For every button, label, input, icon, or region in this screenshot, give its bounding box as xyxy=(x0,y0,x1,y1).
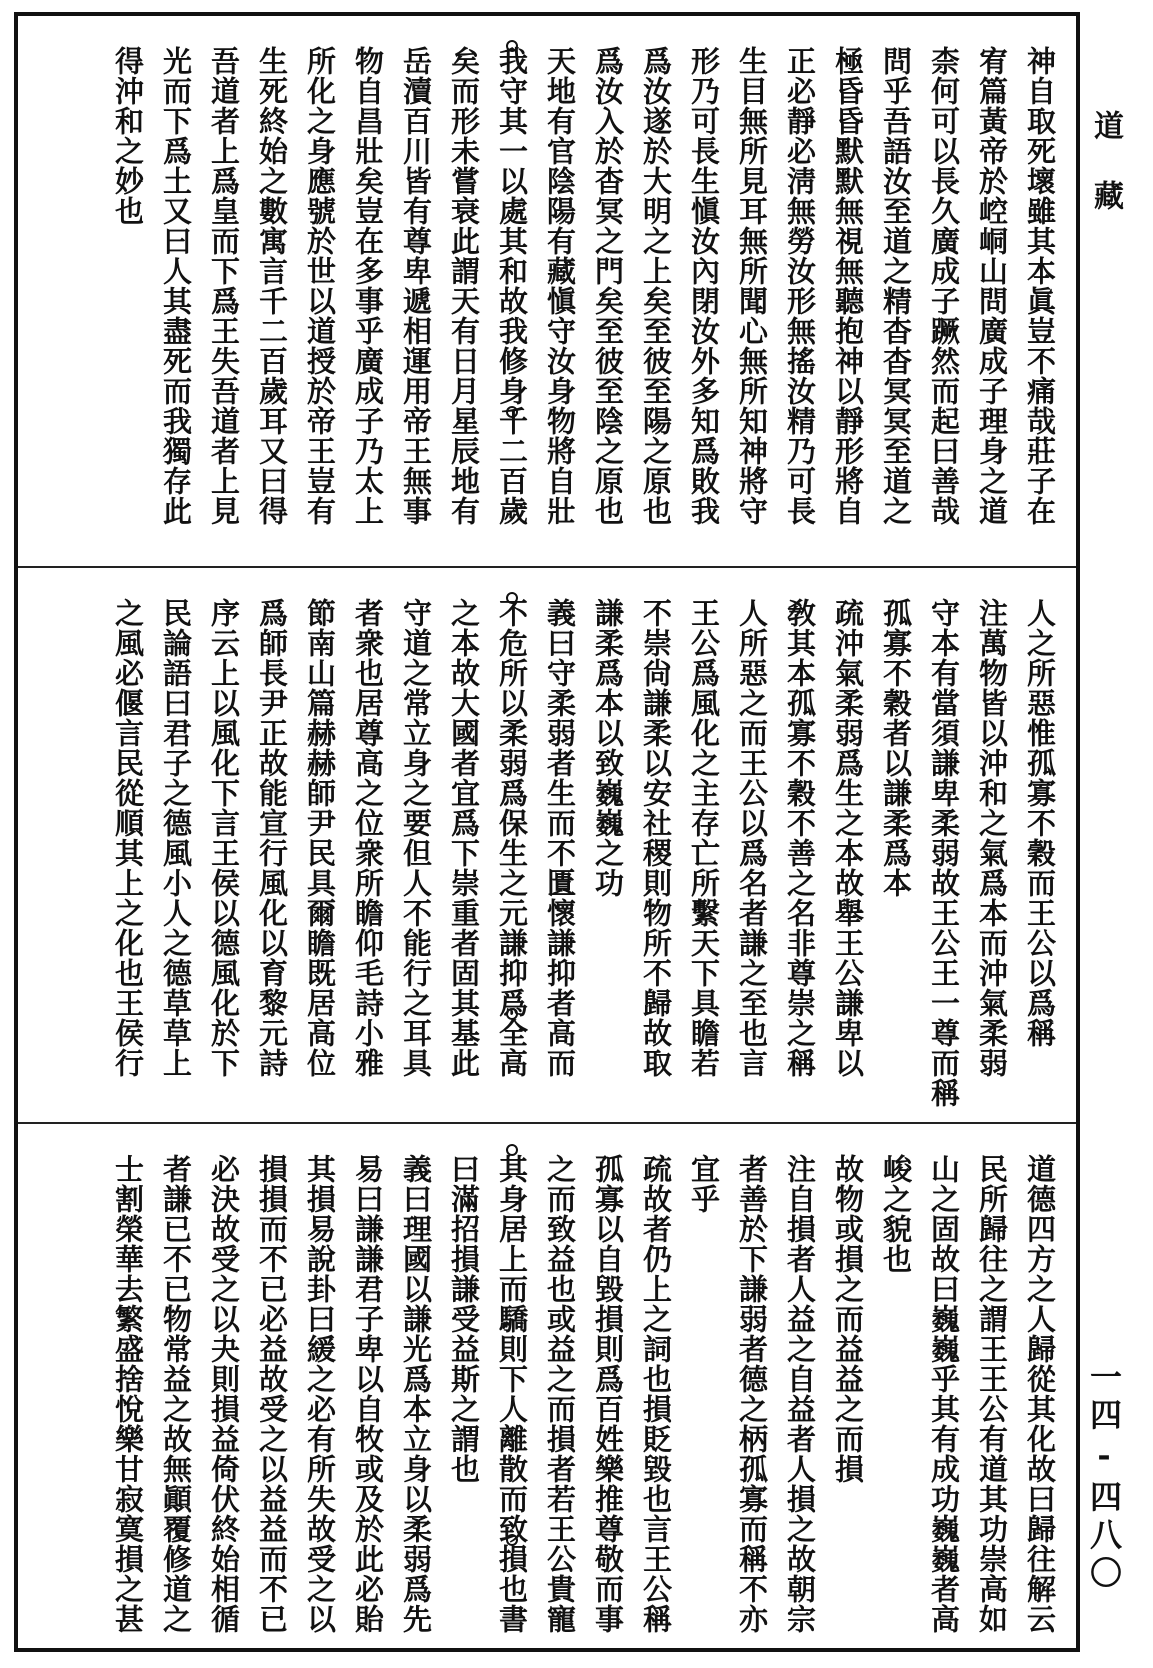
text-column: 所化之身應號於世以道授於帝王豈有 xyxy=(303,46,337,526)
text-column: 孤寡不穀者以謙柔爲本 xyxy=(879,598,913,898)
text-column: 不崇尙謙柔以安社稷則物所不歸故取 xyxy=(639,598,673,1078)
text-column: 物自昌壯矣豈在多事乎廣成子乃太上 xyxy=(351,46,385,526)
punctuation-circle-mark xyxy=(506,1534,518,1546)
text-column: 峻之貌也 xyxy=(879,1154,913,1274)
punctuation-circle-mark xyxy=(506,1008,518,1020)
text-column: 其身居上而驕則下人離散而致損也書 xyxy=(495,1154,529,1634)
text-column: 爲汝入於杳冥之門矣至彼至陰之原也 xyxy=(591,46,625,526)
text-column: 光而下爲土又曰人其盡死而我獨存此 xyxy=(159,46,193,526)
text-column: 形乃可長生愼汝內閉汝外多知爲敗我 xyxy=(687,46,721,526)
text-column: 王公爲風化之主存亡所繫天下具瞻若 xyxy=(687,598,721,1078)
text-column: 山之固故曰巍巍乎其有成功巍巍者高 xyxy=(927,1154,961,1634)
text-column: 其損易說卦曰緩之必有所失故受之以 xyxy=(303,1154,337,1634)
text-column: 易曰謙謙君子卑以自牧或及於此必貽 xyxy=(351,1154,385,1634)
text-panel-middle xyxy=(18,566,1076,1122)
punctuation-circle-mark xyxy=(506,40,518,52)
text-column: 謙柔爲本以致巍巍之功 xyxy=(591,598,625,898)
text-column: 者衆也居尊高之位衆所瞻仰毛詩小雅 xyxy=(351,598,385,1078)
text-panel-top xyxy=(18,16,1076,566)
text-column: 守本有當須謙卑柔弱故王公王一尊而稱 xyxy=(927,598,961,1108)
page-number: 一四-四八〇 xyxy=(1085,1360,1123,1594)
column-group xyxy=(104,1154,1064,1638)
text-column: 之而致益也或益之而損者若王公貴寵 xyxy=(543,1154,577,1634)
text-column: 義曰理國以謙光爲本立身以柔弱爲先 xyxy=(399,1154,433,1634)
text-column: 生死終始之數寓言千二百歲耳又曰得 xyxy=(255,46,289,526)
text-column: 道德四方之人歸從其化故曰歸往解云 xyxy=(1023,1154,1057,1634)
column-group xyxy=(104,598,1064,1112)
text-column: 注自損者人益之自益者人損之故朝宗 xyxy=(783,1154,817,1634)
text-column: 注萬物皆以沖和之氣爲本而沖氣柔弱 xyxy=(975,598,1009,1078)
text-column: 序云上以風化下言王侯以德風化於下 xyxy=(207,598,241,1078)
text-column: 宥篇黃帝於崆峒山問廣成子理身之道 xyxy=(975,46,1009,526)
text-column: 義曰守柔弱者生而不匱懷謙抑者高而 xyxy=(543,598,577,1078)
text-column: 天地有官陰陽有藏愼守汝身物將自壯 xyxy=(543,46,577,526)
text-column: 宜乎 xyxy=(687,1154,721,1214)
text-column: 損損而不已必益故受之以益益而不已 xyxy=(255,1154,289,1634)
text-column: 疏沖氣柔弱爲生之本故舉王公謙卑以 xyxy=(831,598,865,1078)
text-column: 得沖和之妙也 xyxy=(111,46,145,226)
text-column: 必決故受之以夬則損益倚伏終始相循 xyxy=(207,1154,241,1634)
text-column: 爲汝遂於大明之上矣至彼至陽之原也 xyxy=(639,46,673,526)
text-column: 不危所以柔弱爲保生之元謙抑爲全高 xyxy=(495,598,529,1078)
text-column: 敎其本孤寡不穀不善之名非尊崇之稱 xyxy=(783,598,817,1078)
text-column: 柰何可以長久廣成子蹶然而起曰善哉 xyxy=(927,46,961,526)
text-panel-bottom xyxy=(18,1122,1076,1648)
text-column: 極昏昏默默無視無聽抱神以靜形將自 xyxy=(831,46,865,526)
text-column: 士割榮華去繁盛捨悅樂甘寂寞損之甚 xyxy=(111,1154,145,1634)
text-column: 爲師長尹正故能宣行風化以育黎元詩 xyxy=(255,598,289,1078)
punctuation-circle-mark xyxy=(506,1144,518,1156)
text-column: 人所惡之而王公以爲名者謙之至也言 xyxy=(735,598,769,1078)
text-column: 矣而形未嘗衰此謂天有日月星辰地有 xyxy=(447,46,481,526)
text-column: 者謙已不已物常益之故無顚覆修道之 xyxy=(159,1154,193,1634)
text-column: 人之所惡惟孤寡不穀而王公以爲稱 xyxy=(1023,598,1057,1048)
punctuation-circle-mark xyxy=(506,592,518,604)
text-column: 者善於下謙弱者德之柄孤寡而稱不亦 xyxy=(735,1154,769,1634)
text-column: 節南山篇赫赫師尹民具爾瞻既居高位 xyxy=(303,598,337,1078)
text-column: 民論語曰君子之德風小人之德草草上 xyxy=(159,598,193,1078)
text-column: 孤寡以自毀損則爲百姓樂推尊敬而事 xyxy=(591,1154,625,1634)
text-column: 正必靜必淸無勞汝形無搖汝精乃可長 xyxy=(783,46,817,526)
canon-title: 道藏 xyxy=(1088,110,1123,250)
text-column: 岳瀆百川皆有尊卑遞相運用帝王無事 xyxy=(399,46,433,526)
text-column: 生目無所見耳無所聞心無所知神將守 xyxy=(735,46,769,526)
punctuation-circle-mark xyxy=(506,406,518,418)
text-column: 我守其一以處其和故我修身千二百歲 xyxy=(495,46,529,526)
text-column: 民所歸往之謂王王公有道其功崇高如 xyxy=(975,1154,1009,1634)
text-column: 吾道者上爲皇而下爲王失吾道者上見 xyxy=(207,46,241,526)
column-group xyxy=(104,46,1064,556)
text-column: 之風必偃言民從順其上之化也王侯行 xyxy=(111,598,145,1078)
text-column: 問乎吾語汝至道之精杳杳冥冥至道之 xyxy=(879,46,913,526)
text-column: 故物或損之而益益之而損 xyxy=(831,1154,865,1484)
text-column: 守道之常立身之要但人不能行之耳具 xyxy=(399,598,433,1078)
text-column: 之本故大國者宜爲下崇重者固其基此 xyxy=(447,598,481,1078)
text-column: 疏故者仍上之詞也損貶毀也言王公稱 xyxy=(639,1154,673,1634)
text-column: 神自取死壞雖其本眞豈不痛哉莊子在 xyxy=(1023,46,1057,526)
text-column: 曰滿招損謙受益斯之謂也 xyxy=(447,1154,481,1484)
